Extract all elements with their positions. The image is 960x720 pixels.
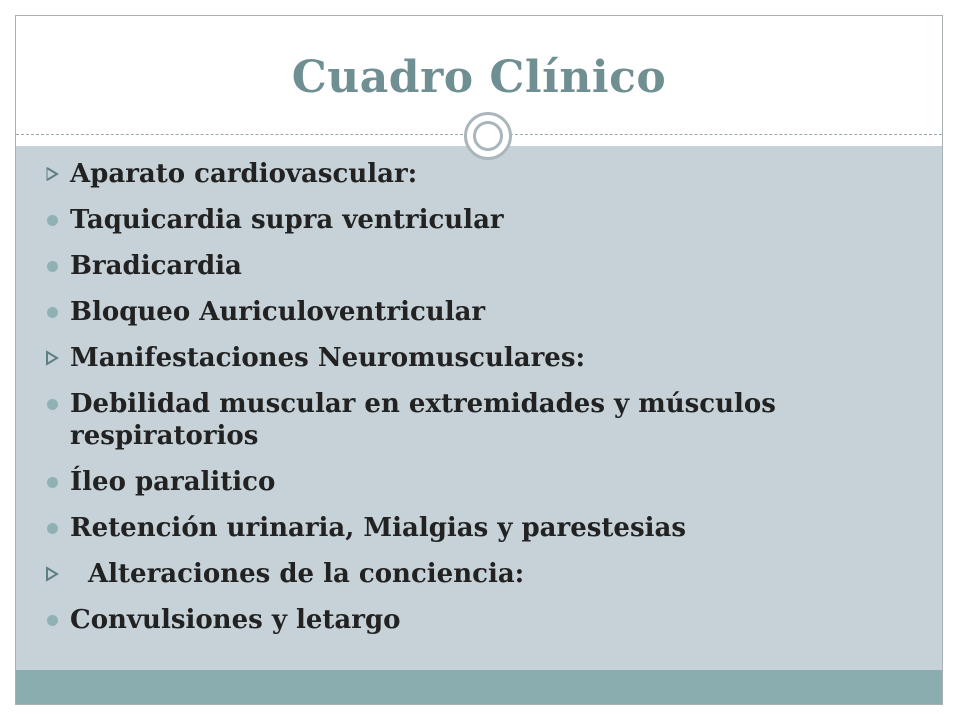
list-item-text: Íleo paralitico bbox=[70, 467, 276, 497]
dot-bullet-icon bbox=[47, 615, 58, 626]
dot-bullet-icon bbox=[47, 477, 58, 488]
bullet-list bbox=[40, 158, 920, 650]
list-item bbox=[40, 342, 920, 374]
list-item bbox=[40, 466, 920, 498]
footer-bar bbox=[16, 670, 942, 704]
list-item-text: Manifestaciones Neuromusculares: bbox=[70, 343, 586, 373]
dot-bullet-icon bbox=[47, 399, 58, 410]
slide-frame bbox=[15, 15, 943, 705]
list-item bbox=[40, 604, 920, 636]
list-item-text: Aparato cardiovascular: bbox=[70, 159, 418, 189]
dot-bullet-icon bbox=[47, 307, 58, 318]
arrow-bullet-icon bbox=[44, 566, 60, 582]
dot-bullet-icon bbox=[47, 523, 58, 534]
list-item-text: Retención urinaria, Mialgias y parestesias bbox=[70, 513, 686, 543]
dot-bullet-icon bbox=[47, 215, 58, 226]
list-item bbox=[40, 388, 920, 452]
decorative-ring-icon bbox=[464, 112, 512, 160]
list-item bbox=[40, 158, 920, 190]
list-item-text: Taquicardia supra ventricular bbox=[70, 205, 504, 235]
arrow-bullet-icon bbox=[44, 350, 60, 366]
list-item-text: Bloqueo Auriculoventricular bbox=[70, 297, 486, 327]
list-item bbox=[40, 512, 920, 544]
list-item-text: Alteraciones de la conciencia: bbox=[88, 559, 525, 589]
list-item bbox=[40, 558, 920, 590]
list-item-text: Convulsiones y letargo bbox=[70, 605, 401, 635]
list-item bbox=[40, 296, 920, 328]
list-item bbox=[40, 250, 920, 282]
list-item-text: Debilidad muscular en extremidades y músculos respiratorios bbox=[70, 389, 776, 451]
list-item-text: Bradicardia bbox=[70, 251, 242, 281]
arrow-bullet-icon bbox=[44, 166, 60, 182]
list-item bbox=[40, 204, 920, 236]
slide-title: Cuadro Clínico bbox=[291, 52, 667, 103]
dot-bullet-icon bbox=[47, 261, 58, 272]
